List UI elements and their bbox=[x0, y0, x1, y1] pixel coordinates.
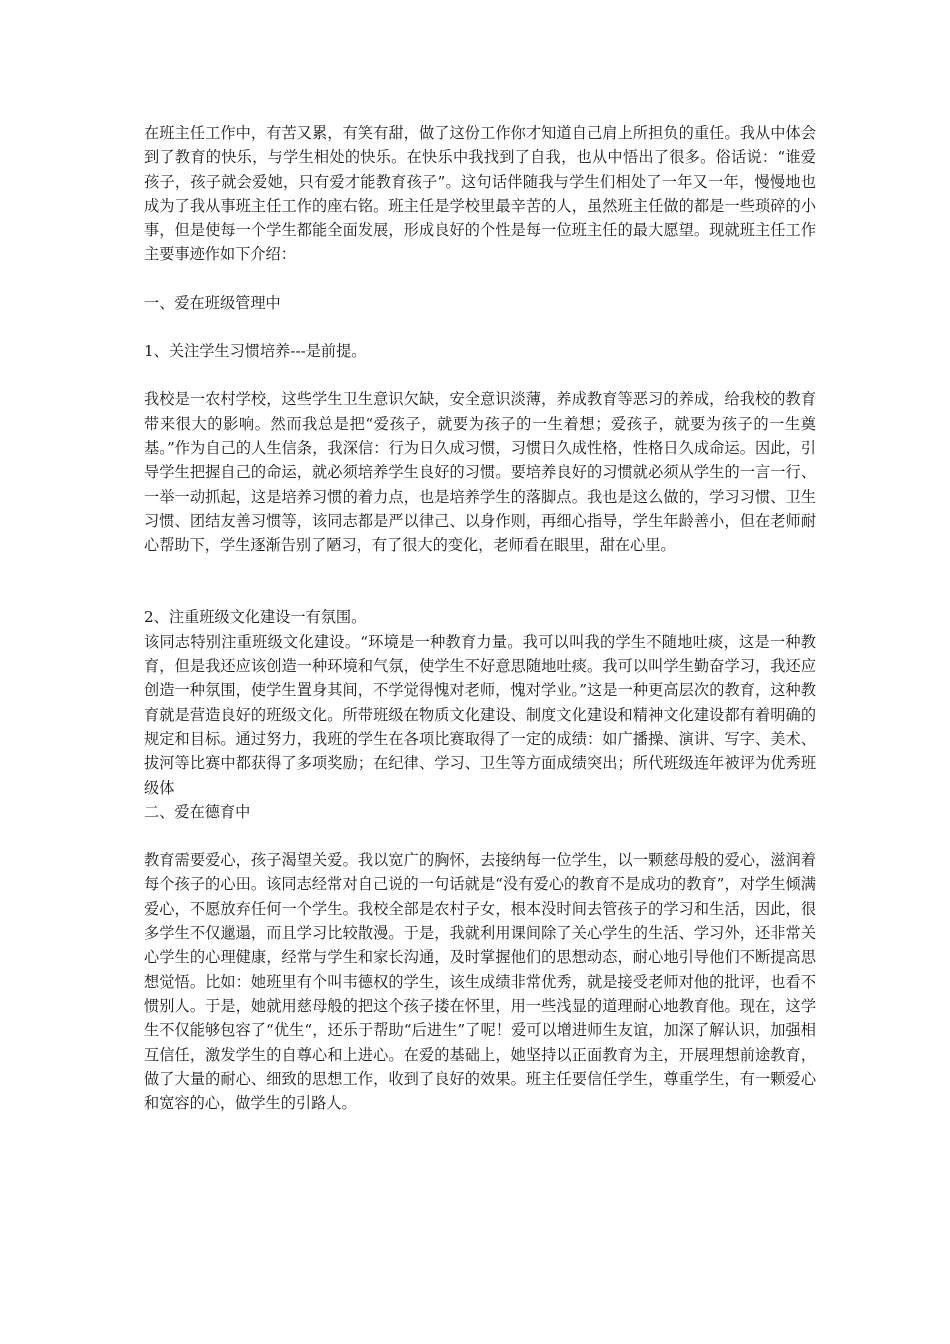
intro-paragraph: 在班主任工作中，有苦又累，有笑有甜，做了这份工作你才知道自己肩上所担负的重任。我从中体会到了教育的快乐，与学生相处的快乐。在快乐中我找到了自我，也从中悟出了很多。俗话说：“谁爱孩子，孩子就会爱她，只有爱才能教育孩子”。这句话伴随我与学生们相处了一年又一年，慢慢地也成为了我从事班主任工作的座右铭。班主任是学校里最辛苦的人，虽然班主任做的都是一些琐碎的小事，但是使每一个学生都能全面发展，形成良好的个性是每一位班主任的最大愿望。现就班主任工作主要事迹作如下介绍： bbox=[144, 124, 816, 264]
document-page bbox=[144, 121, 816, 1115]
class-culture-paragraph: 该同志特别注重班级文化建设。“环境是一种教育力量。我可以叫我的学生不随地吐痰，这是一种教育，但是我还应该创造一种环境和气氛，使学生不好意思随地吐痰。我可以叫学生勤奋学习，我还应创造一种氛围，使学生置身其间，不学觉得愧对老师，愧对学业。”这是一种更高层次的教育，这种教育就是营造良好的班级文化。所带班级在物质文化建设、制度文化建设和精神文化建设都有着明确的规定和目标。通过努力，我班的学生在各项比赛取得了一定的成绩：如广播操、演讲、写字、美术、拔河等比赛中都获得了多项奖励；在纪律、学习、卫生等方面成绩突出；所代班级连年被评为优秀班级体 bbox=[144, 632, 816, 797]
spacer bbox=[144, 557, 816, 605]
spacer bbox=[144, 363, 816, 387]
habits-paragraph: 我校是一农村学校，这些学生卫生意识欠缺，安全意识淡薄，养成教育等恶习的养成，给我校的教育带来很大的影响。然而我总是把“爱孩子，就要为孩子的一生着想；爱孩子，就要为孩子的一生奠基。”作为自己的人生信条，我深信：行为日久成习惯，习惯日久成性格，性格日久成命运。因此，引导学生把握自己的命运，就必须培养学生良好的习惯。要培养良好的习惯就必须从学生的一言一行、一举一动抓起，这是培养习惯的着力点，也是培养学生的落脚点。我也是这么做的，学习习惯、卫生习惯、团结友善习惯等，该同志都是严以律己、以身作则，再细心指导，学生年龄善小，但在老师耐心帮助下，学生逐渐告别了陋习，有了很大的变化，老师看在眼里，甜在心里。 bbox=[144, 390, 816, 555]
subheading-habits: 1、关注学生习惯培养---是前提。 bbox=[144, 342, 367, 361]
spacer bbox=[144, 824, 816, 848]
section-heading-moral-education: 二、爱在德育中 bbox=[144, 802, 251, 821]
subheading-class-culture: 2、注重班级文化建设一有氛围。 bbox=[144, 608, 367, 627]
moral-education-paragraph: 教育需要爱心，孩子渴望关爱。我以宽广的胸怀，去接纳每一位学生，以一颗慈母般的爱心，滋润着每个孩子的心田。该同志经常对自己说的一句话就是“没有爱心的教育不是成功的教育”，对学生倾满爱心，不愿放弃任何一个学生。我校全部是农村子女，根本没时间去管孩子的学习和生活，因此，很多学生不仅邋遢，而且学习比较散漫。于是，我就利用课间除了关心学生的生活、学习外，还非常关心学生的心理健康，经常与学生和家长沟通，及时掌握他们的思想动态，耐心地引导他们不断提高思想觉悟。比如：她班里有个叫韦德权的学生，该生成绩非常优秀，就是接受老师对他的批评，也看不惯别人。于是，她就用慈母般的把这个孩子搂在怀里，用一些浅显的道理耐心地教育他。现在，这学生不仅能够包容了“优生“，还乐于帮助“后进生”了呢！爱可以增进师生友谊，加深了解认识，加强相互信任，激发学生的自尊心和上进心。在爱的基础上，她坚持以正面教育为主，开展理想前途教育，做了大量的耐心、细致的思想工作，收到了良好的效果。班主任要信任学生，尊重学生，有一颗爱心和宽容的心，做学生的引路人。 bbox=[144, 851, 816, 1113]
spacer bbox=[144, 267, 816, 291]
spacer bbox=[144, 315, 816, 339]
section-heading-class-management: 一、爱在班级管理中 bbox=[144, 293, 281, 312]
